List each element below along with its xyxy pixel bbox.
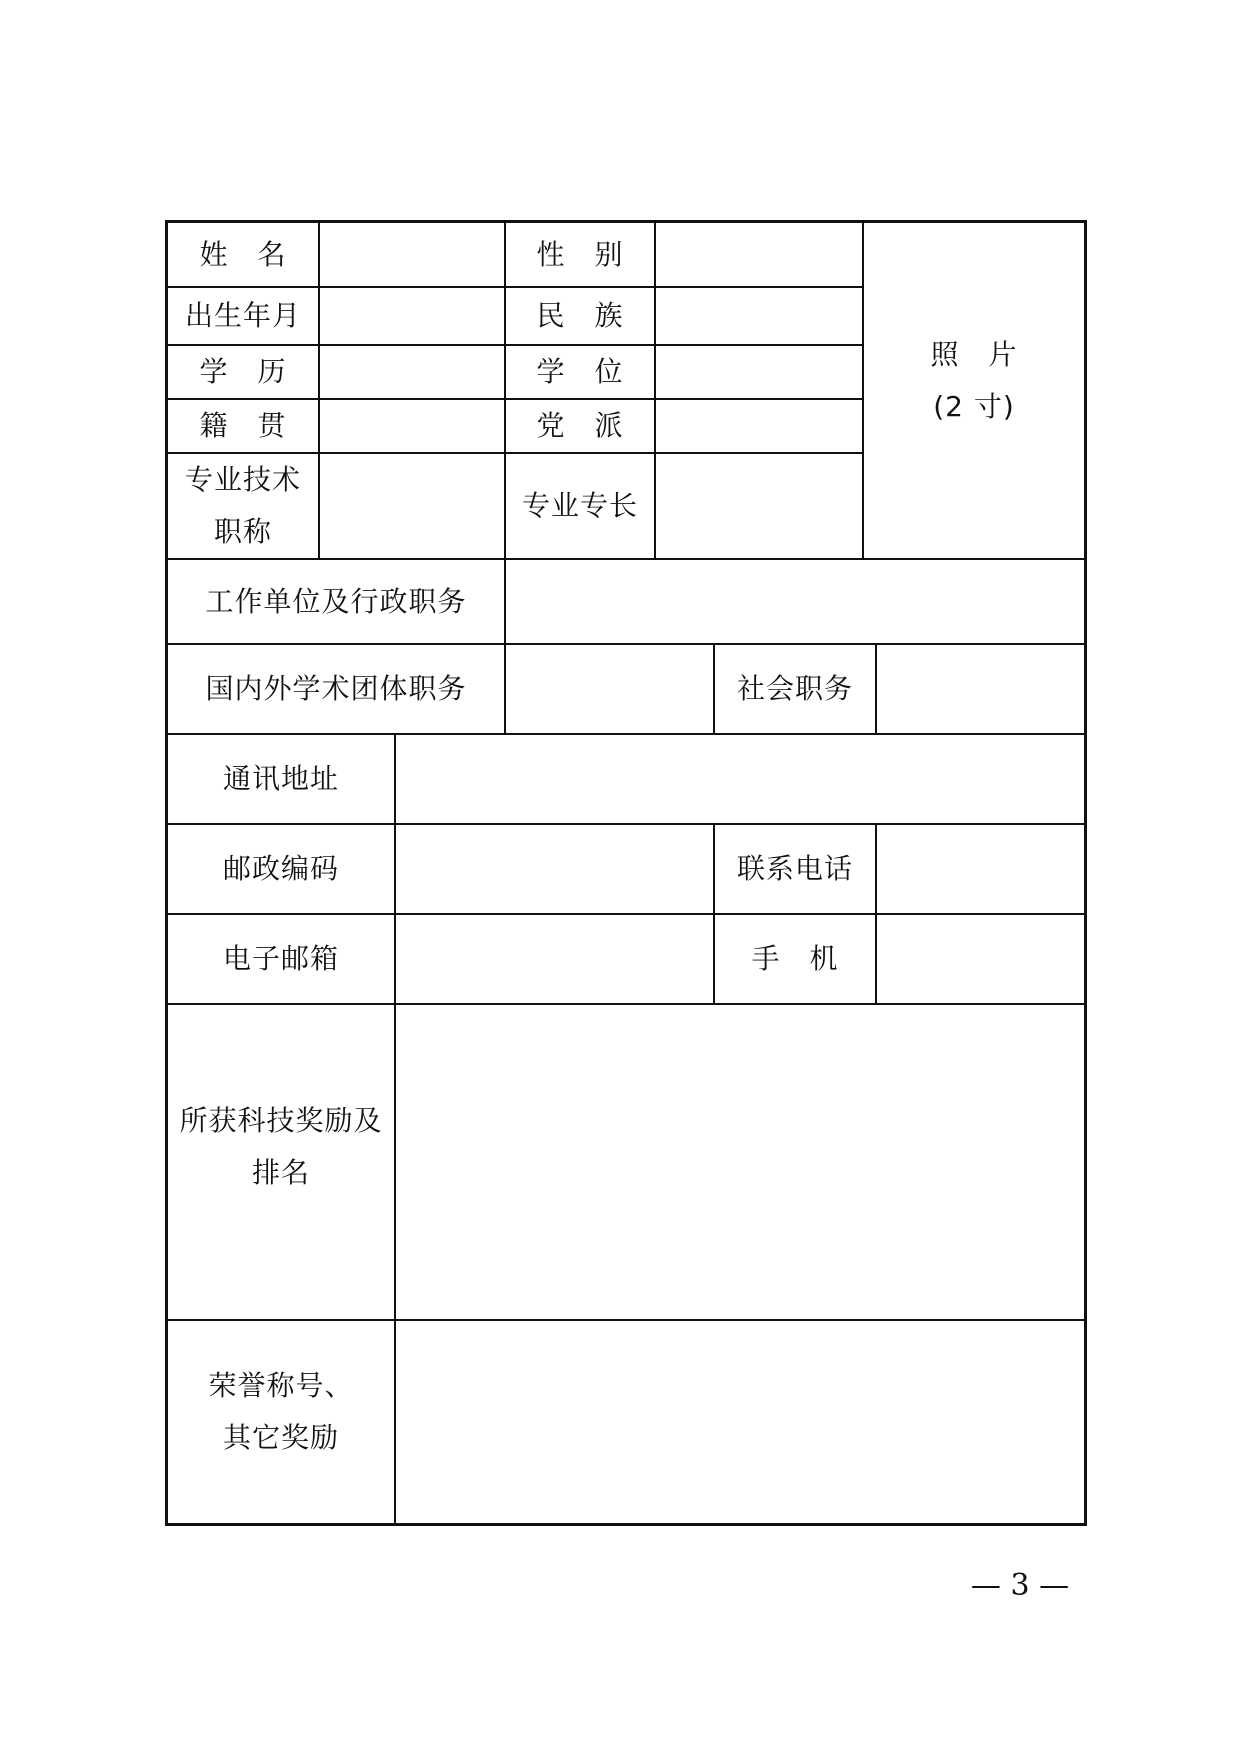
social-post-field[interactable] — [877, 645, 1084, 733]
native-place-field[interactable] — [320, 400, 504, 452]
application-form-table — [165, 220, 1087, 1526]
education-label: 学 历 — [199, 355, 287, 388]
party-field[interactable] — [656, 400, 862, 452]
ethnicity-field[interactable] — [656, 288, 862, 344]
workplace-field[interactable] — [506, 560, 1084, 643]
address-field[interactable] — [396, 735, 1084, 823]
gender-label: 性 别 — [536, 237, 624, 271]
address-label: 通讯地址 — [222, 762, 339, 795]
email-label: 电子邮箱 — [222, 942, 339, 975]
email-field[interactable] — [396, 915, 713, 1003]
mobile-field[interactable] — [877, 915, 1084, 1003]
photo-box[interactable] — [864, 223, 1084, 558]
party-label: 党 派 — [536, 409, 624, 442]
degree-label: 学 位 — [536, 355, 624, 388]
postcode-label: 邮政编码 — [222, 852, 339, 885]
phone-label: 联系电话 — [736, 852, 853, 885]
gender-field[interactable] — [656, 223, 862, 286]
name-field[interactable] — [320, 223, 504, 286]
birth-date-field[interactable] — [320, 288, 504, 344]
awards-label: 所获科技奖励及 排名 — [179, 1104, 383, 1189]
name-label: 姓 名 — [199, 237, 287, 271]
page-number: — 3 — — [970, 1568, 1070, 1603]
ethnicity-label: 民 族 — [536, 299, 624, 332]
honors-field[interactable] — [396, 1321, 1084, 1523]
academic-post-label: 国内外学术团体职务 — [205, 672, 467, 705]
photo-label: 照 片 — [930, 337, 1018, 371]
professional-title-field[interactable] — [320, 454, 504, 558]
phone-field[interactable] — [877, 825, 1084, 913]
honors-label: 荣誉称号、 其它奖励 — [208, 1369, 354, 1454]
photo-size: (2 寸) — [933, 389, 1015, 423]
degree-field[interactable] — [656, 346, 862, 398]
awards-field[interactable] — [396, 1005, 1084, 1319]
academic-post-field[interactable] — [506, 645, 713, 733]
mobile-label: 手 机 — [751, 942, 839, 975]
workplace-label: 工作单位及行政职务 — [205, 584, 467, 618]
native-place-label: 籍 贯 — [199, 409, 287, 442]
birth-date-label: 出生年月 — [184, 299, 301, 332]
specialty-field[interactable] — [656, 454, 862, 558]
social-post-label: 社会职务 — [736, 672, 853, 705]
education-field[interactable] — [320, 346, 504, 398]
professional-title-label: 专业技术 职称 — [184, 463, 301, 548]
specialty-label: 专业专长 — [521, 489, 638, 522]
postcode-field[interactable] — [396, 825, 713, 913]
